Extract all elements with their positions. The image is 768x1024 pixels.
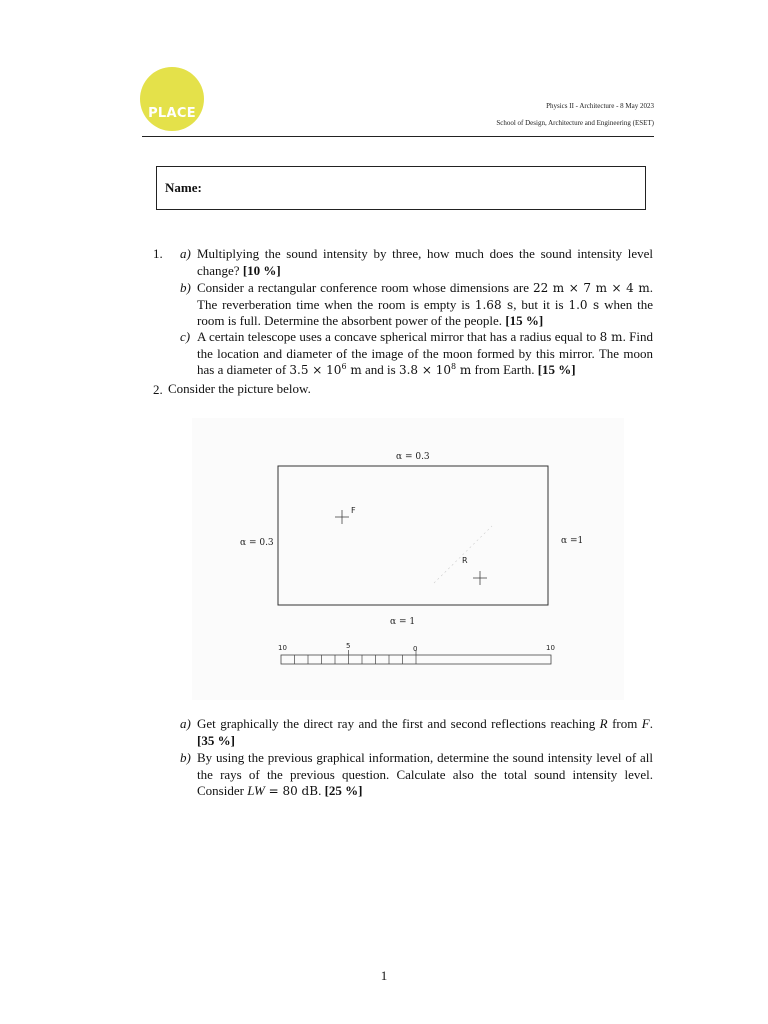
- scale-label: 0: [413, 645, 418, 653]
- room-plan-figure: [192, 418, 624, 700]
- logo-text: PLACE: [148, 106, 196, 121]
- alpha-top-label: α = 0.3: [396, 452, 430, 462]
- scale-label: 10: [278, 644, 287, 652]
- institution-logo: [140, 67, 204, 131]
- question-2a-label: a): [180, 716, 191, 731]
- alpha-bottom-label: α = 1: [390, 617, 416, 627]
- question-2-number: 2.: [153, 382, 163, 397]
- name-label: Name:: [165, 180, 202, 195]
- question-1a-label: a): [180, 246, 191, 261]
- header-school: School of Design, Architecture and Engineering (ESET): [496, 119, 654, 127]
- question-2a-text: Get graphically the direct ray and the first and second reflections reaching R from F. [35 %]: [197, 716, 653, 748]
- source-label-F: F: [351, 506, 356, 515]
- question-2-intro: Consider the picture below.: [168, 381, 311, 396]
- question-1c-label: c): [180, 329, 191, 344]
- page-number: 1: [380, 968, 388, 983]
- question-1c-text: A certain telescope uses a concave spherical mirror that has a radius equal to 8 m. Find the location and diameter of the image of the moon formed by this mirror. The moon has a diameter of $3.5 \times 10^6$ m and is $3.8 \times 10^8$ m from Earth. [15 %]: [197, 329, 653, 377]
- question-1-number: 1.: [153, 246, 163, 261]
- scale-label: 10: [546, 644, 555, 652]
- question-1b-text: Consider a rectangular conference room whose dimensions are 22 m × 7 m × 4 m. The reverberation time when the room is empty is 1.68 s, but it is 1.0 s when the room is full. Determine the absorbent power of the people. [15 %]: [197, 280, 653, 328]
- name-box[interactable]: [156, 166, 646, 210]
- question-1a-text: Multiplying the sound intensity by three, how much does the sound intensity level change? [10 %]: [197, 246, 653, 278]
- question-2b-label: b): [180, 750, 191, 765]
- question-2b-text: By using the previous graphical information, determine the sound intensity level of all the rays of the previous question. Calculate also the total sound intensity level. Consider LW = 80 dB. [25 %]: [197, 750, 653, 798]
- header-rule: [142, 136, 654, 137]
- alpha-left-label: α = 0.3: [240, 538, 274, 548]
- question-1b-label: b): [180, 280, 191, 295]
- header-course-date: Physics II - Architecture - 8 May 2023: [546, 102, 654, 110]
- scale-label: 5: [346, 642, 351, 650]
- alpha-right-label: α =1: [561, 536, 584, 546]
- receiver-label-R: R: [462, 556, 468, 565]
